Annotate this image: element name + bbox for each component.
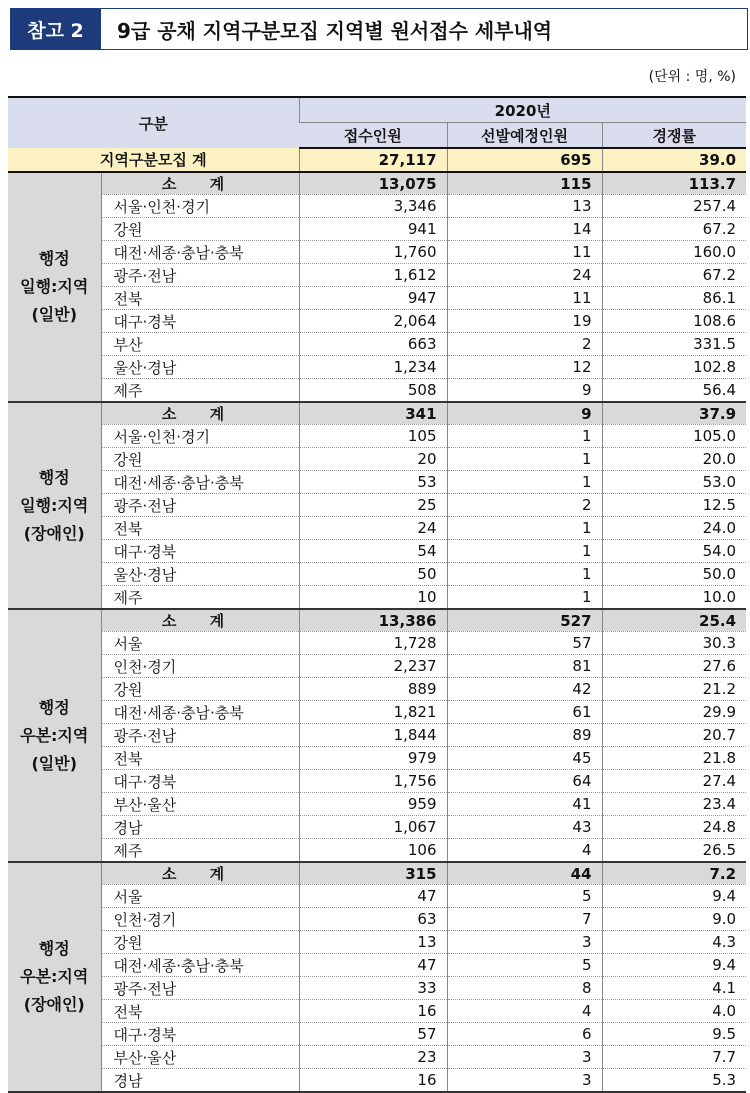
table-row xyxy=(8,1000,746,1023)
quota-cell: 5 xyxy=(447,885,602,908)
ratio-cell: 29.9 xyxy=(602,701,746,724)
category-line: 행정 xyxy=(38,467,70,487)
subtotal-label xyxy=(101,402,299,425)
category-line: 일행:지역 xyxy=(20,495,89,515)
table-row xyxy=(8,241,746,264)
table-row xyxy=(8,977,746,1000)
subtotal-quota: 44 xyxy=(447,862,602,885)
subtotal-label xyxy=(101,862,299,885)
quota-cell: 64 xyxy=(447,770,602,793)
ratio-cell: 5.3 xyxy=(602,1069,746,1093)
region-cell: 인천·경기 xyxy=(101,908,299,931)
applicants-cell: 1,821 xyxy=(299,701,447,724)
ratio-cell: 160.0 xyxy=(602,241,746,264)
quota-cell: 57 xyxy=(447,632,602,655)
applicants-cell: 508 xyxy=(299,379,447,403)
table-row xyxy=(8,770,746,793)
ratio-cell: 54.0 xyxy=(602,540,746,563)
subtotal-row xyxy=(8,172,746,195)
applicants-cell: 16 xyxy=(299,1069,447,1093)
header-year: 2020년 xyxy=(299,97,746,123)
subtotal-row xyxy=(8,609,746,632)
ratio-cell: 20.7 xyxy=(602,724,746,747)
subtotal-label-text: 소 계 xyxy=(161,612,239,630)
quota-cell: 8 xyxy=(447,977,602,1000)
table-row xyxy=(8,218,746,241)
subtotal-label xyxy=(101,609,299,632)
applicants-cell: 1,728 xyxy=(299,632,447,655)
category-line: (일반) xyxy=(31,753,78,773)
region-cell: 대구·경북 xyxy=(101,310,299,333)
region-cell: 울산·경남 xyxy=(101,563,299,586)
table-row xyxy=(8,333,746,356)
grand-total-label: 지역구분모집 계 xyxy=(8,148,299,172)
applicants-cell: 2,064 xyxy=(299,310,447,333)
category-line: 우본:지역 xyxy=(20,725,89,745)
ratio-cell: 67.2 xyxy=(602,264,746,287)
category-line: (일반) xyxy=(31,305,78,324)
quota-cell: 61 xyxy=(447,701,602,724)
ratio-cell: 21.2 xyxy=(602,678,746,701)
header-row-1 xyxy=(8,97,746,123)
ratio-cell: 9.0 xyxy=(602,908,746,931)
ratio-cell: 67.2 xyxy=(602,218,746,241)
header-ratio: 경쟁률 xyxy=(602,123,746,149)
table-row xyxy=(8,908,746,931)
region-cell: 대전·세종·충남·충북 xyxy=(101,471,299,494)
table-row xyxy=(8,264,746,287)
table-row xyxy=(8,632,746,655)
quota-cell: 1 xyxy=(447,586,602,610)
region-cell: 광주·전남 xyxy=(101,977,299,1000)
subtotal-row xyxy=(8,402,746,425)
category-line: 행정 xyxy=(38,249,70,268)
subtotal-row xyxy=(8,862,746,885)
header-quota: 선발예정인원 xyxy=(447,123,602,149)
grand-total-ratio: 39.0 xyxy=(602,148,746,172)
applicants-cell: 63 xyxy=(299,908,447,931)
quota-cell: 41 xyxy=(447,793,602,816)
category-line: 행정 xyxy=(38,697,70,717)
subtotal-ratio: 7.2 xyxy=(602,862,746,885)
quota-cell: 9 xyxy=(447,379,602,403)
applicants-cell: 24 xyxy=(299,517,447,540)
subtotal-quota: 9 xyxy=(447,402,602,425)
table-row xyxy=(8,1069,746,1093)
quota-cell: 81 xyxy=(447,655,602,678)
applicants-cell: 47 xyxy=(299,885,447,908)
ratio-cell: 105.0 xyxy=(602,425,746,448)
ratio-cell: 24.8 xyxy=(602,816,746,839)
subtotal-applicants: 315 xyxy=(299,862,447,885)
unit-note: (단위 : 명, %) xyxy=(648,69,736,85)
ratio-cell: 27.4 xyxy=(602,770,746,793)
ratio-cell: 102.8 xyxy=(602,356,746,379)
quota-cell: 2 xyxy=(447,333,602,356)
ratio-cell: 24.0 xyxy=(602,517,746,540)
applicants-cell: 1,756 xyxy=(299,770,447,793)
applicants-cell: 20 xyxy=(299,448,447,471)
ratio-cell: 9.4 xyxy=(602,885,746,908)
table-row xyxy=(8,885,746,908)
quota-cell: 24 xyxy=(447,264,602,287)
subtotal-applicants: 341 xyxy=(299,402,447,425)
page-title: 9급 공채 지역구분모집 지역별 원서접수 세부내역 xyxy=(101,8,748,50)
region-cell: 대구·경북 xyxy=(101,540,299,563)
table-row xyxy=(8,954,746,977)
table-row xyxy=(8,563,746,586)
ratio-cell: 7.7 xyxy=(602,1046,746,1069)
quota-cell: 7 xyxy=(447,908,602,931)
table-row xyxy=(8,287,746,310)
applicants-cell: 1,067 xyxy=(299,816,447,839)
applicants-cell: 959 xyxy=(299,793,447,816)
ratio-cell: 86.1 xyxy=(602,287,746,310)
ratio-cell: 56.4 xyxy=(602,379,746,403)
region-cell: 전북 xyxy=(101,1000,299,1023)
subtotal-ratio: 25.4 xyxy=(602,609,746,632)
region-cell: 인천·경기 xyxy=(101,655,299,678)
applicants-cell: 23 xyxy=(299,1046,447,1069)
table-row xyxy=(8,356,746,379)
table-row xyxy=(8,747,746,770)
region-cell: 전북 xyxy=(101,747,299,770)
region-cell: 강원 xyxy=(101,678,299,701)
ratio-cell: 12.5 xyxy=(602,494,746,517)
region-cell: 강원 xyxy=(101,218,299,241)
region-cell: 경남 xyxy=(101,816,299,839)
table-row xyxy=(8,379,746,403)
quota-cell: 1 xyxy=(447,471,602,494)
quota-cell: 13 xyxy=(447,195,602,218)
quota-cell: 6 xyxy=(447,1023,602,1046)
applicants-cell: 13 xyxy=(299,931,447,954)
table-row xyxy=(8,195,746,218)
section-category xyxy=(8,609,101,862)
region-cell: 전북 xyxy=(101,287,299,310)
header-group: 구분 xyxy=(8,97,299,148)
table-row xyxy=(8,793,746,816)
applicants-cell: 53 xyxy=(299,471,447,494)
reference-badge: 참고 2 xyxy=(10,8,101,50)
ratio-cell: 331.5 xyxy=(602,333,746,356)
table-row xyxy=(8,839,746,863)
category-line: (장애인) xyxy=(23,995,85,1014)
ratio-cell: 53.0 xyxy=(602,471,746,494)
table-row xyxy=(8,655,746,678)
section-category xyxy=(8,402,101,609)
region-cell: 울산·경남 xyxy=(101,356,299,379)
quota-cell: 4 xyxy=(447,839,602,863)
ratio-cell: 9.4 xyxy=(602,954,746,977)
applicants-cell: 16 xyxy=(299,1000,447,1023)
region-cell: 제주 xyxy=(101,586,299,610)
region-cell: 서울·인천·경기 xyxy=(101,195,299,218)
ratio-cell: 26.5 xyxy=(602,839,746,863)
region-cell: 대전·세종·충남·충북 xyxy=(101,954,299,977)
subtotal-label-text: 소 계 xyxy=(161,865,239,883)
applicants-cell: 33 xyxy=(299,977,447,1000)
region-cell: 전북 xyxy=(101,517,299,540)
region-cell: 제주 xyxy=(101,839,299,863)
applicants-cell: 941 xyxy=(299,218,447,241)
subtotal-label-text: 소 계 xyxy=(161,175,239,193)
region-cell: 부산·울산 xyxy=(101,1046,299,1069)
quota-cell: 12 xyxy=(447,356,602,379)
quota-cell: 1 xyxy=(447,425,602,448)
applicants-cell: 979 xyxy=(299,747,447,770)
subtotal-applicants: 13,075 xyxy=(299,172,447,195)
region-cell: 대전·세종·충남·충북 xyxy=(101,241,299,264)
section-category xyxy=(8,172,101,402)
applicants-cell: 25 xyxy=(299,494,447,517)
ratio-cell: 20.0 xyxy=(602,448,746,471)
ratio-cell: 4.0 xyxy=(602,1000,746,1023)
applicants-cell: 106 xyxy=(299,839,447,863)
quota-cell: 11 xyxy=(447,241,602,264)
ratio-cell: 30.3 xyxy=(602,632,746,655)
applicants-cell: 50 xyxy=(299,563,447,586)
table-row xyxy=(8,701,746,724)
region-cell: 대전·세종·충남·충북 xyxy=(101,701,299,724)
title-bar xyxy=(10,8,748,50)
region-cell: 제주 xyxy=(101,379,299,403)
table-row xyxy=(8,586,746,610)
table-row xyxy=(8,1046,746,1069)
table-row xyxy=(8,678,746,701)
table-row xyxy=(8,724,746,747)
quota-cell: 42 xyxy=(447,678,602,701)
applications-table xyxy=(8,96,746,1093)
subtotal-applicants: 13,386 xyxy=(299,609,447,632)
ratio-cell: 50.0 xyxy=(602,563,746,586)
applicants-cell: 1,234 xyxy=(299,356,447,379)
region-cell: 강원 xyxy=(101,448,299,471)
region-cell: 부산·울산 xyxy=(101,793,299,816)
ratio-cell: 21.8 xyxy=(602,747,746,770)
ratio-cell: 4.3 xyxy=(602,931,746,954)
ratio-cell: 27.6 xyxy=(602,655,746,678)
subtotal-label xyxy=(101,172,299,195)
table-row xyxy=(8,425,746,448)
applicants-cell: 47 xyxy=(299,954,447,977)
subtotal-ratio: 113.7 xyxy=(602,172,746,195)
region-cell: 대구·경북 xyxy=(101,1023,299,1046)
grand-total-quota: 695 xyxy=(447,148,602,172)
region-cell: 서울 xyxy=(101,632,299,655)
quota-cell: 3 xyxy=(447,1046,602,1069)
grand-total-row xyxy=(8,148,746,172)
subtotal-quota: 115 xyxy=(447,172,602,195)
quota-cell: 89 xyxy=(447,724,602,747)
ratio-cell: 9.5 xyxy=(602,1023,746,1046)
subtotal-quota: 527 xyxy=(447,609,602,632)
region-cell: 강원 xyxy=(101,931,299,954)
quota-cell: 11 xyxy=(447,287,602,310)
table-row xyxy=(8,931,746,954)
region-cell: 서울 xyxy=(101,885,299,908)
ratio-cell: 10.0 xyxy=(602,586,746,610)
subtotal-ratio: 37.9 xyxy=(602,402,746,425)
region-cell: 광주·전남 xyxy=(101,494,299,517)
applicants-cell: 2,237 xyxy=(299,655,447,678)
category-line: 행정 xyxy=(38,939,70,958)
category-line: (장애인) xyxy=(23,523,85,543)
ratio-cell: 108.6 xyxy=(602,310,746,333)
table-row xyxy=(8,310,746,333)
applicants-cell: 10 xyxy=(299,586,447,610)
region-cell: 서울·인천·경기 xyxy=(101,425,299,448)
quota-cell: 4 xyxy=(447,1000,602,1023)
applicants-cell: 1,760 xyxy=(299,241,447,264)
region-cell: 광주·전남 xyxy=(101,724,299,747)
region-cell: 경남 xyxy=(101,1069,299,1093)
category-line: 우본:지역 xyxy=(20,967,89,986)
table-row xyxy=(8,816,746,839)
quota-cell: 19 xyxy=(447,310,602,333)
subtotal-label-text: 소 계 xyxy=(161,405,239,423)
quota-cell: 5 xyxy=(447,954,602,977)
applicants-cell: 663 xyxy=(299,333,447,356)
header-applicants: 접수인원 xyxy=(299,123,447,149)
table-row xyxy=(8,448,746,471)
quota-cell: 1 xyxy=(447,448,602,471)
quota-cell: 45 xyxy=(447,747,602,770)
applicants-cell: 3,346 xyxy=(299,195,447,218)
section-category xyxy=(8,862,101,1092)
applicants-cell: 1,844 xyxy=(299,724,447,747)
ratio-cell: 4.1 xyxy=(602,977,746,1000)
applicants-cell: 54 xyxy=(299,540,447,563)
applicants-cell: 947 xyxy=(299,287,447,310)
applicants-cell: 1,612 xyxy=(299,264,447,287)
category-line: 일행:지역 xyxy=(20,277,89,296)
quota-cell: 2 xyxy=(447,494,602,517)
ratio-cell: 257.4 xyxy=(602,195,746,218)
table-row xyxy=(8,540,746,563)
region-cell: 대구·경북 xyxy=(101,770,299,793)
quota-cell: 14 xyxy=(447,218,602,241)
quota-cell: 1 xyxy=(447,540,602,563)
applicants-cell: 889 xyxy=(299,678,447,701)
applicants-cell: 57 xyxy=(299,1023,447,1046)
quota-cell: 3 xyxy=(447,931,602,954)
table-row xyxy=(8,471,746,494)
grand-total-applicants: 27,117 xyxy=(299,148,447,172)
quota-cell: 1 xyxy=(447,517,602,540)
ratio-cell: 23.4 xyxy=(602,793,746,816)
quota-cell: 43 xyxy=(447,816,602,839)
region-cell: 광주·전남 xyxy=(101,264,299,287)
region-cell: 부산 xyxy=(101,333,299,356)
quota-cell: 3 xyxy=(447,1069,602,1093)
applicants-cell: 105 xyxy=(299,425,447,448)
table-row xyxy=(8,494,746,517)
table-row xyxy=(8,1023,746,1046)
quota-cell: 1 xyxy=(447,563,602,586)
table-row xyxy=(8,517,746,540)
